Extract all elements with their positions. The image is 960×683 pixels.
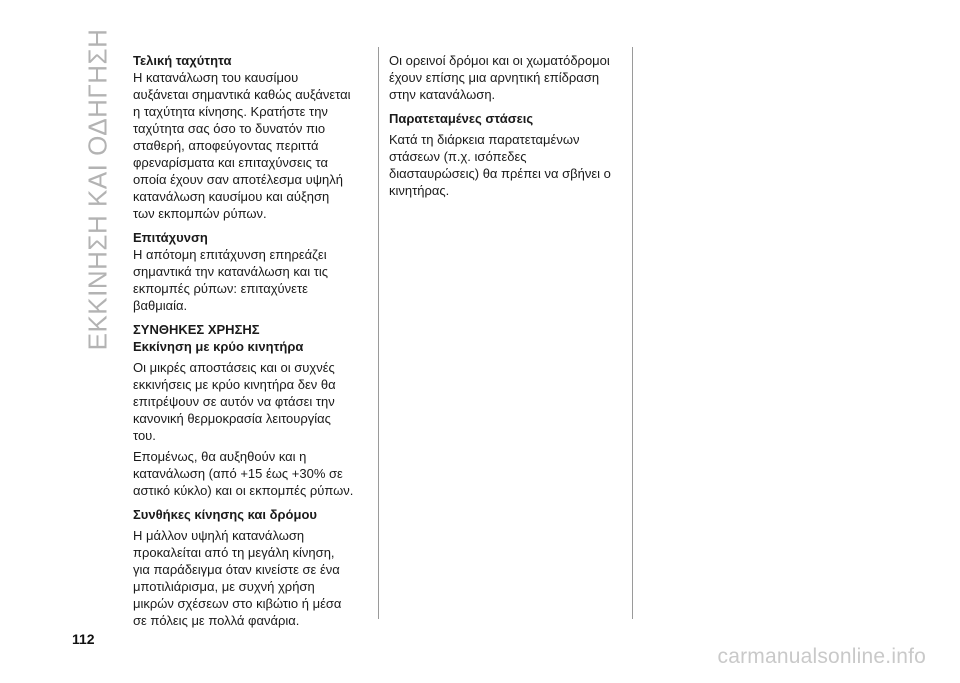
text-line: σταθερή, αποφεύγοντας περιττά [133, 138, 319, 153]
final-speed-paragraph [133, 69, 373, 222]
text-line: εκπομπές ρύπων: επιταχύνετε [133, 281, 308, 296]
consequently-paragraph [133, 448, 373, 499]
text-line: αστικό κύκλο) και οι εκπομπές ρύπων. [133, 483, 354, 498]
text-line: Η κατανάλωση του καυσίμου [133, 70, 299, 85]
text-line: σημαντικά την κατανάλωση και τις [133, 264, 329, 279]
text-line: κατανάλωση (από +15 έως +30% σε [133, 466, 343, 481]
text-line: Κατά τη διάρκεια παρατεταμένων [389, 132, 580, 147]
text-line: των εκπομπών ρύπων. [133, 206, 267, 221]
text-line: φρεναρίσματα και επιταχύνσεις τα [133, 155, 328, 170]
page-number: 112 [72, 631, 95, 647]
text-line: εκκινήσεις με κρύο κινητήρα δεν θα [133, 377, 336, 392]
conditions-of-use-heading: ΣΥΝΘΗΚΕΣ ΧΡΗΣΗΣ [133, 322, 260, 337]
text-line: σε πόλεις με πολλά φανάρια. [133, 613, 300, 628]
text-line: Επομένως, θα αυξηθούν και η [133, 449, 307, 464]
text-line: βαθμιαία. [133, 298, 188, 313]
text-line: ταχύτητα σας όσο το δυνατόν πιο [133, 121, 326, 136]
text-line: επιτρέψουν σε αυτόν να φτάσει την [133, 394, 335, 409]
text-line: του. [133, 428, 156, 443]
text-line: κανονική θερμοκρασία λειτουργίας [133, 411, 331, 426]
text-line: αυξάνεται σημαντικά καθώς αυξάνεται [133, 87, 351, 102]
mountain-roads-paragraph [389, 52, 629, 103]
acceleration-paragraph [133, 246, 373, 314]
text-line: οποία έχουν σαν αποτέλεσμα υψηλή [133, 172, 343, 187]
column-divider-2 [632, 47, 633, 619]
acceleration-heading: Επιτάχυνση [133, 230, 208, 245]
cold-start-paragraph [133, 359, 373, 444]
section-side-title-text: ΕΚΚΙΝΗΣΗ ΚΑΙ ΟΔΗΓΗΣΗ [82, 28, 113, 350]
text-line: Οι ορεινοί δρόμοι και οι χωματόδρομοι [389, 53, 610, 68]
text-line: προκαλείται από τη μεγάλη κίνηση, [133, 545, 335, 560]
text-line: κατανάλωση καυσίμου και αύξηση [133, 189, 330, 204]
text-line: στην κατανάλωση. [389, 87, 496, 102]
prolonged-stops-heading: Παρατεταμένες στάσεις [389, 111, 534, 126]
text-line: στάσεων (π.χ. ισόπεδες [389, 149, 527, 164]
text-line: κινητήρας. [389, 183, 450, 198]
prolonged-stops-paragraph [389, 131, 629, 199]
cold-start-heading: Εκκίνηση με κρύο κινητήρα [133, 339, 304, 354]
text-line: για παράδειγμα όταν κινείστε σε ένα [133, 562, 340, 577]
text-column-left [133, 52, 373, 629]
traffic-conditions-heading: Συνθήκες κίνησης και δρόμου [133, 507, 317, 522]
watermark: carmanualsonline.info [717, 645, 926, 668]
column-divider-1 [378, 47, 379, 619]
text-line: έχουν επίσης μια αρνητική επίδραση [389, 70, 600, 85]
section-side-title [78, 28, 118, 350]
traffic-conditions-paragraph [133, 527, 373, 629]
text-line: Η μάλλον υψηλή κατανάλωση [133, 528, 305, 543]
text-line: μποτιλιάρισμα, με συχνή χρήση [133, 579, 315, 594]
text-line: Η απότομη επιτάχυνση επηρεάζει [133, 247, 327, 262]
text-line: διασταυρώσεις) θα πρέπει να σβήνει ο [389, 166, 611, 181]
final-speed-heading: Τελική ταχύτητα [133, 53, 232, 68]
text-column-right [389, 52, 629, 199]
text-line: μικρών σχέσεων στο κιβώτιο ή μέσα [133, 596, 342, 611]
text-line: η ταχύτητα κίνησης. Κρατήστε την [133, 104, 328, 119]
text-line: Οι μικρές αποστάσεις και οι συχνές [133, 360, 335, 375]
